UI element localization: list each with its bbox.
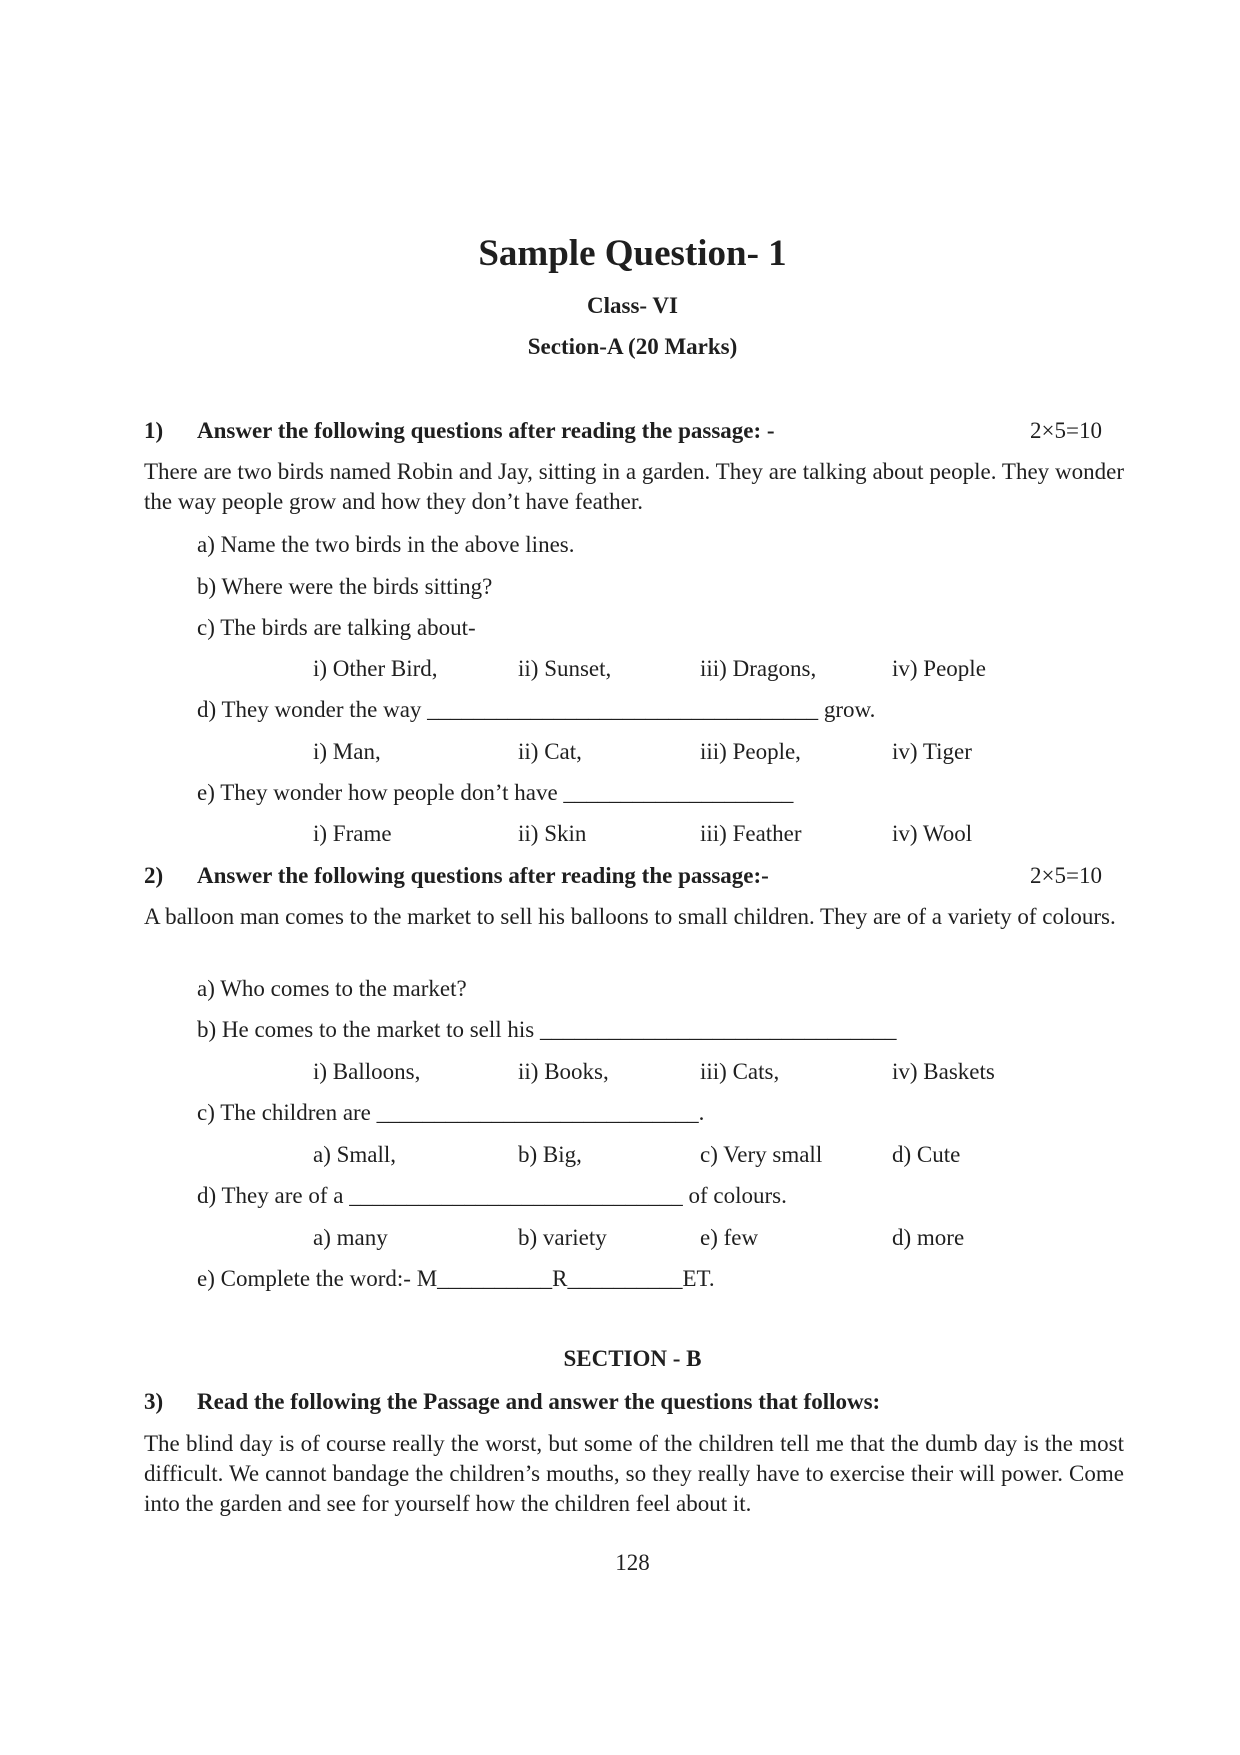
- q1-c-option: ii) Sunset,: [518, 656, 612, 681]
- q1-sub-a: a) Name the two birds in the above lines.: [197, 532, 575, 557]
- q1-d-option: ii) Cat,: [518, 739, 582, 764]
- page-number: 128: [615, 1550, 650, 1575]
- q3-instruction: Read the following the Passage and answer the questions that follows:: [197, 1389, 881, 1414]
- q2-instruction: Answer the following questions after reading the passage:-: [197, 863, 769, 888]
- q1-sub-e: e) They wonder how people don’t have ____________________: [197, 780, 794, 805]
- q1-e-option: iv) Wool: [892, 821, 973, 846]
- q2-sub-e: e) Complete the word:- M__________R__________ET.: [197, 1266, 715, 1291]
- q1-passage: There are two birds named Robin and Jay, sitting in a garden. They are talking about people. They wonder the way people grow and how they don’t have feather.: [144, 459, 1124, 514]
- q1-number: 1): [144, 418, 164, 443]
- section-a-heading: Section-A (20 Marks): [527, 334, 738, 359]
- q2-sub-b: b) He comes to the market to sell his _______________________________: [197, 1017, 897, 1042]
- q1-e-option: iii) Feather: [700, 821, 802, 846]
- q1-d-option: i) Man,: [313, 739, 381, 764]
- q2-sub-d: d) They are of a _____________________________ of colours.: [197, 1183, 787, 1208]
- q2-passage: A balloon man comes to the market to sell his balloons to small children. They are of a variety of colours.: [144, 904, 1116, 929]
- q1-sub-c: c) The birds are talking about-: [197, 615, 476, 640]
- page-title: Sample Question- 1: [478, 233, 787, 274]
- q2-d-option: e) few: [700, 1225, 759, 1250]
- q1-sub-d: d) They wonder the way __________________________________ grow.: [197, 697, 876, 722]
- q2-b-option: ii) Books,: [518, 1059, 609, 1084]
- q1-d-option: iii) People,: [700, 739, 801, 764]
- class-label: Class- VI: [587, 293, 678, 318]
- q2-d-option: b) variety: [518, 1225, 607, 1250]
- q2-c-option: a) Small,: [313, 1142, 397, 1167]
- q1-c-option: iii) Dragons,: [700, 656, 817, 681]
- q2-b-option: iv) Baskets: [892, 1059, 995, 1084]
- q1-d-option: iv) Tiger: [892, 739, 972, 764]
- q2-c-option: c) Very small: [700, 1142, 823, 1167]
- q1-c-option: iv) People: [892, 656, 986, 681]
- q2-c-option: b) Big,: [518, 1142, 582, 1167]
- q1-marks: 2×5=10: [1030, 418, 1102, 443]
- q1-sub-b: b) Where were the birds sitting?: [197, 574, 493, 599]
- q2-d-option: a) many: [313, 1225, 388, 1250]
- q2-b-option: i) Balloons,: [313, 1059, 421, 1084]
- q2-d-option: d) more: [892, 1225, 965, 1250]
- q2-c-option: d) Cute: [892, 1142, 961, 1167]
- q1-instruction: Answer the following questions after reading the passage: -: [197, 418, 775, 443]
- q2-marks: 2×5=10: [1030, 863, 1102, 888]
- section-b-heading: SECTION - B: [563, 1346, 702, 1371]
- q1-e-option: ii) Skin: [518, 821, 587, 846]
- q2-b-option: iii) Cats,: [700, 1059, 780, 1084]
- q3-passage: The blind day is of course really the worst, but some of the children tell me that the dumb day is the most difficult. We cannot bandage the children’s mouths, so they really have to exercise their will power. Come into the garden and see for yourself how the children feel about it.: [144, 1431, 1124, 1516]
- q2-sub-c: c) The children are ____________________________.: [197, 1100, 705, 1125]
- q2-sub-a: a) Who comes to the market?: [197, 976, 467, 1001]
- q2-number: 2): [144, 863, 164, 888]
- q1-c-option: i) Other Bird,: [313, 656, 438, 681]
- q3-number: 3): [144, 1389, 164, 1414]
- q1-e-option: i) Frame: [313, 821, 392, 846]
